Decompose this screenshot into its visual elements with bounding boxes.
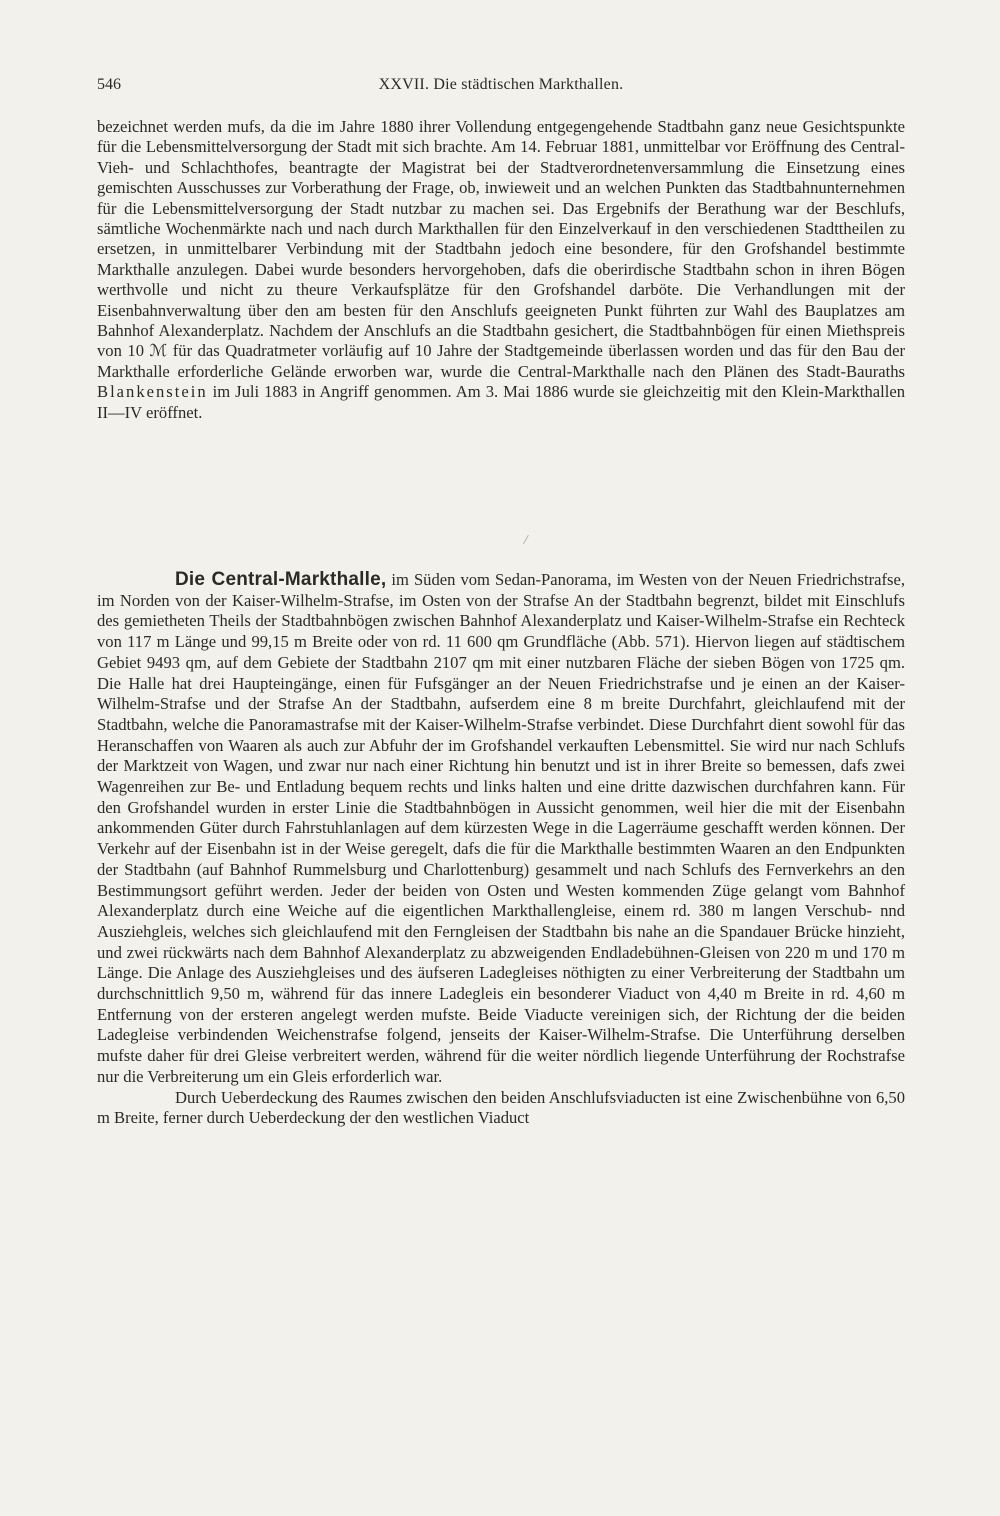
paragraph (97, 1088, 905, 1129)
paragraph (97, 570, 905, 1088)
stray-mark (523, 535, 534, 547)
paragraph-text: Durch Ueberdeckung des Raumes zwischen den beiden Anschlufsviaducten ist eine Zwischenbühne von 6,50 m Breite, ferner durch Ueberdeckung der den westlichen Viaduct (97, 1087, 905, 1128)
paragraph-text: im Süden vom Sedan-Panorama, im Westen von der Neuen Friedrichstrafse, im Norden von der Kaiser-Wilhelm-Strafse, im Osten von der Strafse An der Stadtbahn begrenzt, bildet mit Einschlufs des gemietheten Theils der Stadtbahnbögen zwischen Bahnhof Alexanderplatz und Kaiser-Wilhelm-Strafse ein Rechteck von 117 m Länge und 99,15 m Breite oder von rd. 11 600 qm Grundfläche (Abb. 571). Hiervon liegen auf städtischem Gebiet 9493 qm, auf dem Gebiete der Stadtbahn 2107 qm mit einer nutzbaren Fläche der sieben Bögen von 1725 qm. Die Halle hat drei Haupteingänge, einen für Fufsgänger an der Neuen Friedrichstrafse und je einen an der Kaiser-Wilhelm-Strafse und der Strafse An der Stadtbahn, aufserdem eine 8 m breite Durchfahrt, gleichlaufend mit der Stadtbahn, welche die Panoramastrafse mit der Kaiser-Wilhelm-Strafse verbindet. Diese Durchfahrt dient sowohl für das Heranschaffen von Waaren als auch zur Abfuhr der im Grofshandel verkauften Lebensmittel. Sie wird nur nach Schlufs der Marktzeit von Wagen, und zwar nur nach einer Richtung hin benutzt und ist in ihrer Breite so bemessen, dafs zwei Wagenreihen zur Be- und Entladung bequem rechts und links halten und eine dritte dazwischen durchfahren kann. Für den Grofshandel wurden in erster Linie die Stadtbahnbögen in Aussicht genommen, weil hier die mit der Eisenbahn ankommenden Güter durch Fahrstuhlanlagen auf dem kürzesten Wege in die Lagerräume geschafft werden können. Der Verkehr auf der Eisenbahn ist in der Weise geregelt, dafs die für die Markthalle bestimmten Waaren an den Endpunkten der Stadtbahn (auf Bahnhof Rummelsburg und Charlottenburg) gesammelt und nach Schlufs des Fernverkehrs an den Bestimmungsort geführt werden. Jeder der beiden von Osten und Westen kommenden Züge gelangt vom Bahnhof Alexanderplatz durch eine Weiche auf die eigentlichen Markthallengleise, einem rd. 380 m langen Verschub- nnd Ausziehgleis, welches sich gleichlaufend mit den Ferngleisen der Stadtbahn bis nahe an die Spandauer Brücke hinzieht, und zwei rückwärts nach dem Bahnhof Alexanderplatz zu abzweigenden Endladebühnen-Gleisen von 220 m und 170 m Länge. Die Anlage des Ausziehgleises und des äufseren Ladegleises nöthigten zu einer Verbreiterung der Stadtbahn um durchschnittlich 9,50 m, während für das innere Ladegleis ein besonderer Viaduct von 4,40 m Breite in rd. 4,60 m Entfernung von der ersteren angelegt werden mufste. Beide Viaducte vereinigen sich, der Richtung der die beiden Ladegleise verbindenden Weichenstrafse folgend, jenseits der Kaiser-Wilhelm-Strafse. Die Unterführung derselben mufste daher für drei Gleise verbreitert werden, während für die weiter nördlich liegende Unterführung der Rochstrafse nur die Verbreiterung um ein Gleis erforderlich war. (97, 570, 905, 1086)
book-page (97, 0, 905, 1516)
section-central-markthalle (97, 570, 905, 1129)
page-number: 546 (97, 76, 121, 93)
paragraph-text: im Juli 1883 in Angriff genommen. Am 3. Mai 1886 wurde sie gleichzeitig mit den Klein-Markthallen II—IV eröffnet. (97, 382, 905, 422)
section-heading: Die Central-Markthalle, (175, 569, 387, 590)
body-text (97, 117, 905, 423)
running-title: XXVII. Die städtischen Markthallen. (378, 76, 624, 93)
paragraph-text: bezeichnet werden mufs, da die im Jahre 1880 ihrer Vollendung entgegengehende Stadtbahn ganz neue Gesichtspunkte für die Lebensmittelversorgung der Stadt mit sich brachte. Am 14. Februar 1881, unmittelbar vor Eröffnung des Central-Vieh- und Schlachthofes, beantragte der Magistrat bei der Stadtverordnetenversammlung die Einsetzung eines gemischten Ausschusses zur Vorberathung der Frage, ob, inwieweit und an welchen Punkten das Stadtbahnunternehmen für die Lebensmittelversorgung der Stadt nutzbar zu machen sei. Das Ergebnifs der Berathung war der Beschlufs, sämtliche Wochenmärkte nach und nach durch Markthallen für den Einzelverkauf in den verschiedenen Stadttheilen zu ersetzen, in unmittelbarer Verbindung mit der Stadtbahn jedoch eine besondere, für den Grofshandel bestimmte Markthalle anzulegen. Dabei wurde besonders hervorgehoben, dafs die oberirdische Stadtbahn schon in ihren Bögen werthvolle und nicht zu theure Verkaufsplätze für den Grofshandel darböte. Die Verhandlungen mit der Eisenbahnverwaltung über den am besten für den Anschlufs geeigneten Punkt führten zur Wahl des Bauplatzes am Bahnhof Alexanderplatz. Nachdem der Anschlufs an die Stadtbahn gesichert, die Stadtbahnbögen für einen Miethspreis von 10 ℳ für das Quadratmeter vorläufig auf 10 Jahre der Stadtgemeinde überlassen worden und das für den Bau der Markthalle erforderliche Gelände erworben war, wurde die Central-Markthalle nach den Plänen des Stadt-Bauraths (97, 117, 905, 381)
architect-name: Blankenstein (97, 382, 208, 402)
page-header (97, 76, 905, 98)
paragraph (97, 117, 905, 423)
